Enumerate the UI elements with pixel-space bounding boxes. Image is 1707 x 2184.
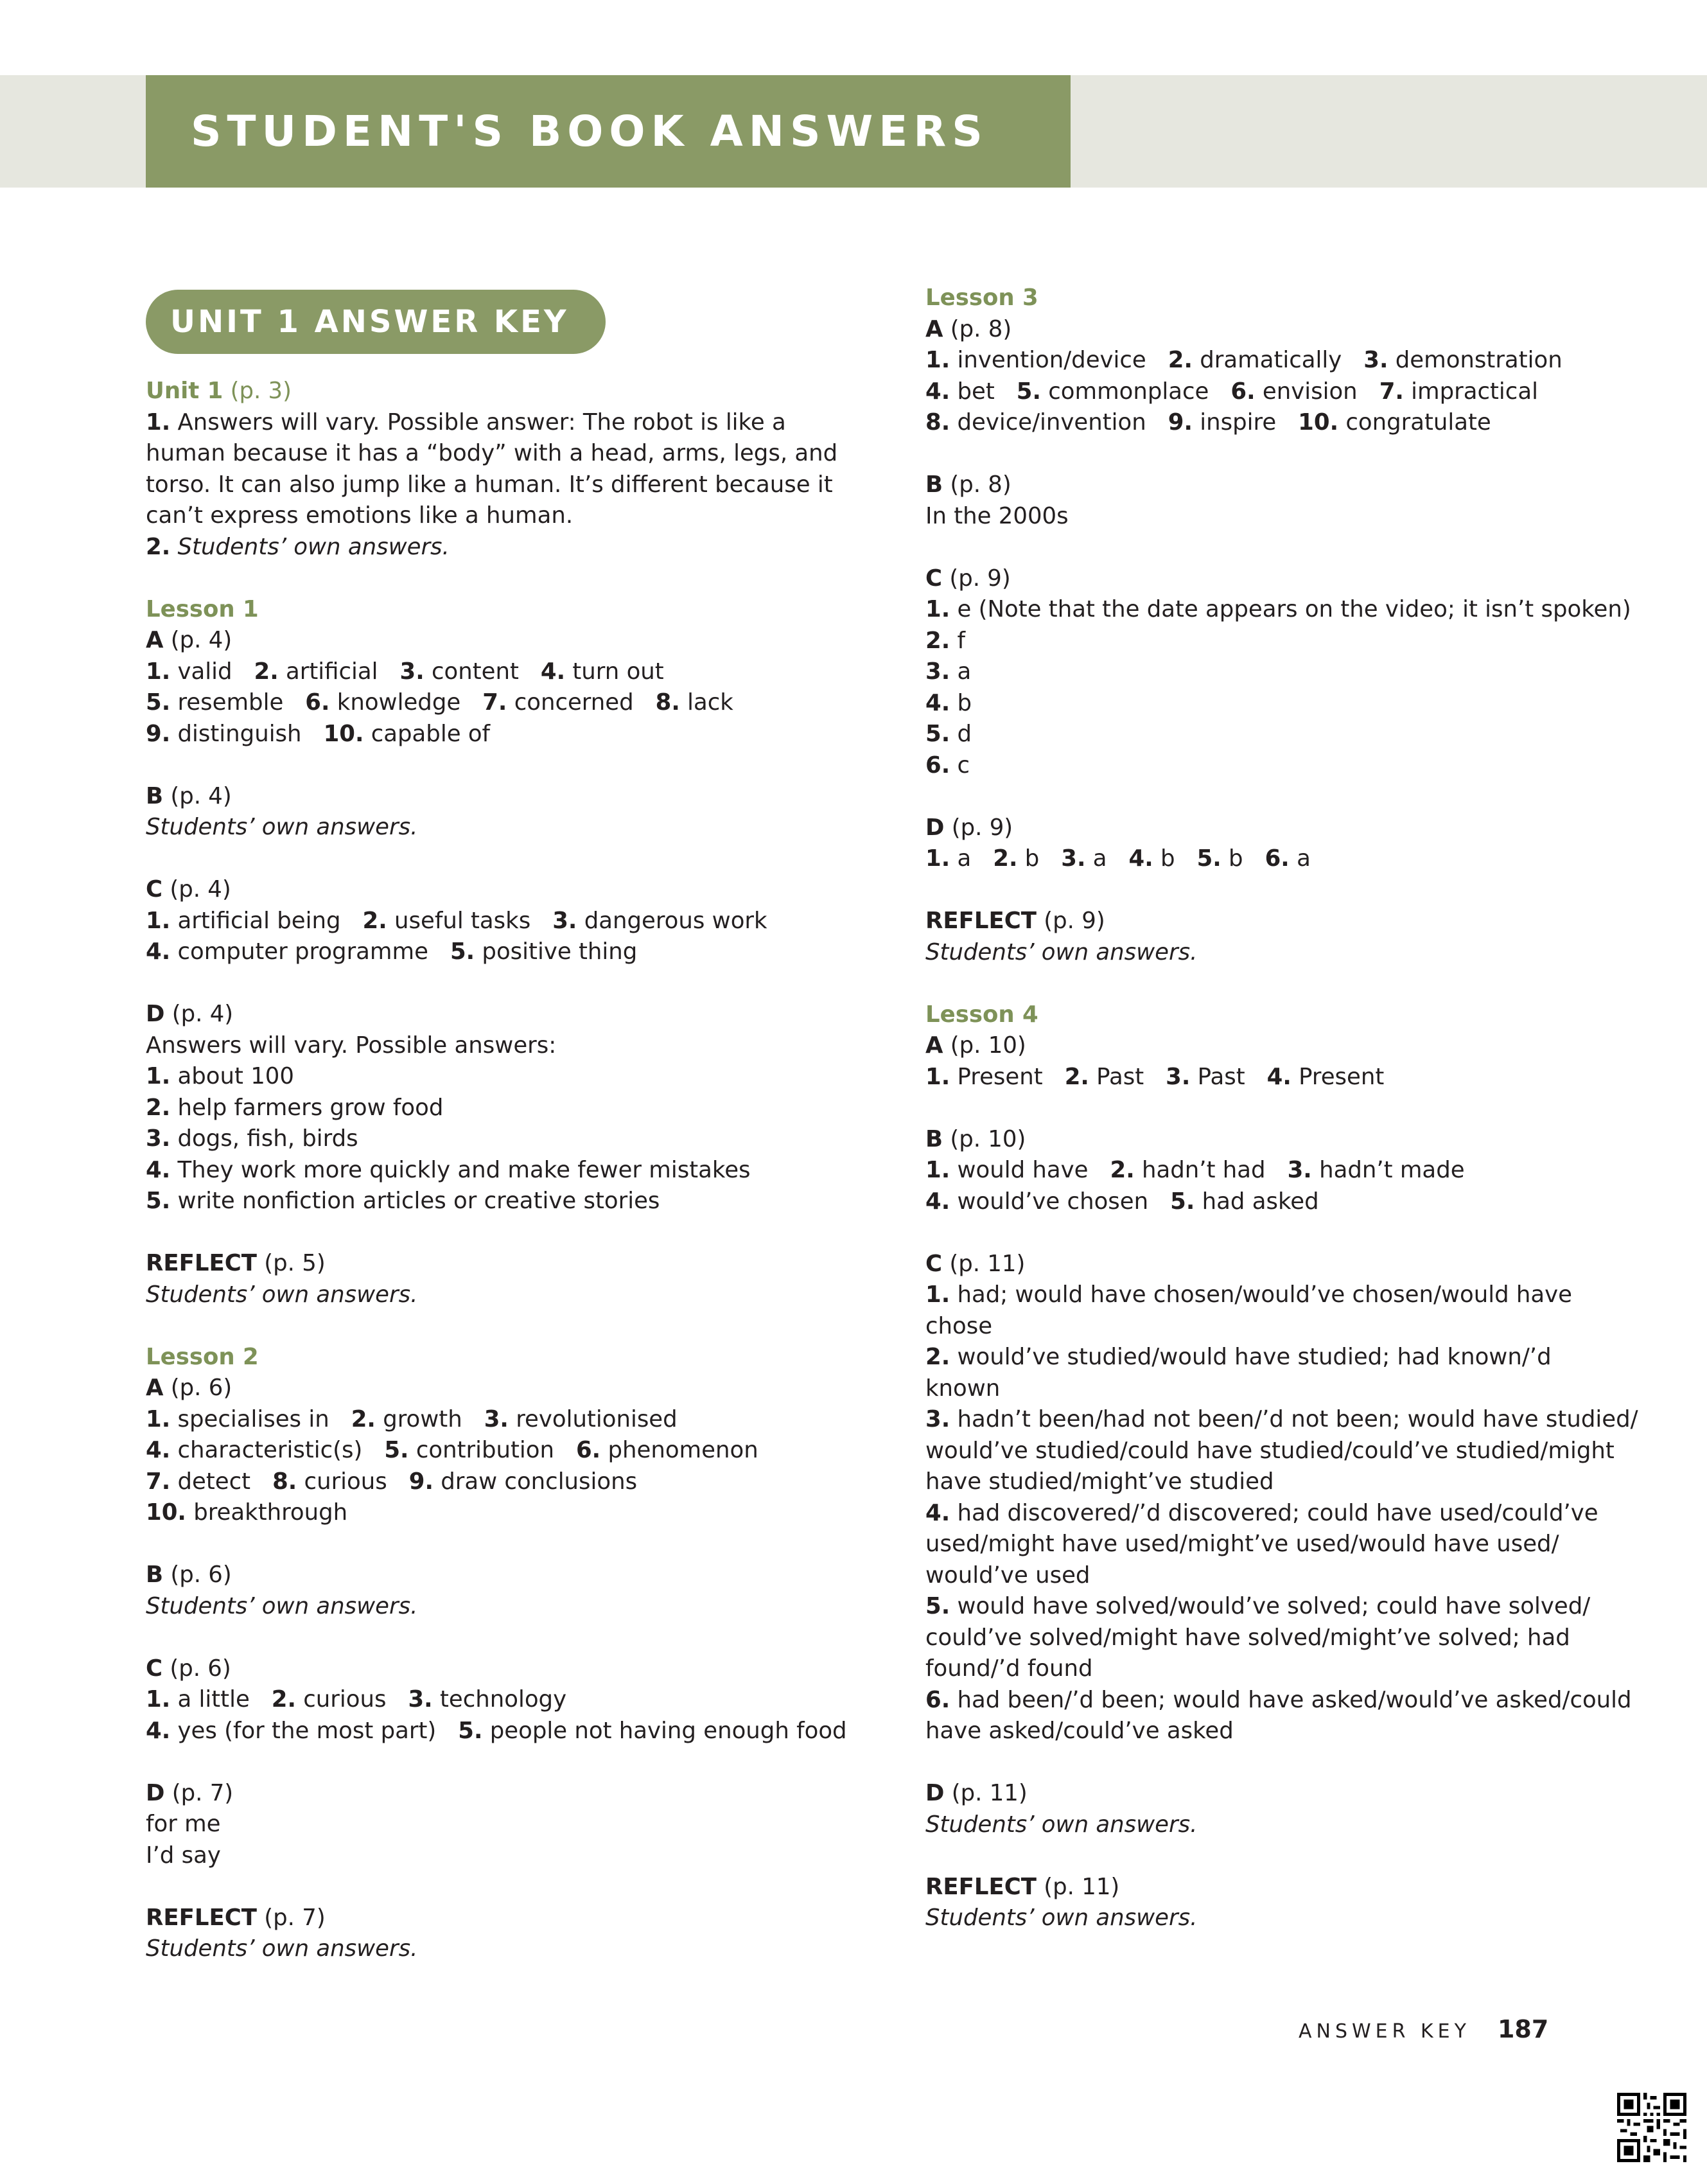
section-heading: Unit 1 (p. 3) — [146, 378, 292, 404]
reflect-label: REFLECT (p. 5) — [146, 1250, 326, 1276]
answer-line: 2. help farmers grow food — [146, 1094, 444, 1121]
exercise-label: C (p. 9) — [925, 565, 1011, 592]
answer-line: could’ve solved/might have solved/might’ve solved; had — [925, 1624, 1570, 1651]
exercise-label: C (p. 4) — [146, 876, 231, 903]
answer-line: 1. had; would have chosen/would’ve chosen/would have — [925, 1281, 1573, 1308]
answer-line: used/might have used/might’ve used/would have used/ — [925, 1531, 1559, 1557]
answer-line: have asked/could’ve asked — [925, 1718, 1234, 1744]
exercise-label: C (p. 6) — [146, 1655, 231, 1682]
answer-line: would’ve studied/could have studied/could’ve studied/might — [925, 1437, 1615, 1464]
left-column — [146, 376, 859, 1965]
qr-code-icon — [1617, 2093, 1686, 2162]
answer-line: known — [925, 1375, 1001, 1402]
answer-line: have studied/might’ve studied — [925, 1468, 1274, 1495]
answer-line: 2. f — [925, 627, 965, 654]
answer-line: Students’ own answers. — [925, 1811, 1198, 1838]
answer-line: human because it has a “body” with a head, arms, legs, and — [146, 440, 838, 466]
lesson-heading: Lesson 3 — [925, 285, 1038, 311]
answer-line: 5. resemble 6. knowledge 7. concerned 8. lack — [146, 689, 733, 716]
exercise-label: A (p. 6) — [146, 1375, 232, 1401]
answer-line: 5. d — [925, 721, 972, 747]
answer-line: Students’ own answers. — [146, 1592, 418, 1619]
page-title: STUDENT'S BOOK ANSWERS — [191, 107, 988, 156]
answer-line: 2. Students’ own answers. — [146, 533, 450, 560]
exercise-label: D (p. 11) — [925, 1780, 1028, 1806]
answer-line: 1. e (Note that the date appears on the video; it isn’t spoken) — [925, 596, 1631, 622]
answer-line: 4. characteristic(s) 5. contribution 6. phenomenon — [146, 1437, 758, 1463]
answer-line: 1. a 2. b 3. a 4. b 5. b 6. a — [925, 845, 1311, 872]
page-number: 187 — [1497, 2015, 1549, 2043]
answer-line: Students’ own answers. — [146, 1281, 418, 1308]
exercise-label: B (p. 6) — [146, 1562, 232, 1588]
unit-pill — [146, 290, 606, 354]
answer-line: Students’ own answers. — [925, 938, 1198, 965]
answer-line: 5. would have solved/would’ve solved; could have solved/ — [925, 1593, 1591, 1619]
answer-line: can’t express emotions like a human. — [146, 502, 573, 529]
answer-line: 7. detect 8. curious 9. draw conclusions — [146, 1468, 638, 1495]
answer-line: 1. invention/device 2. dramatically 3. demonstration — [925, 347, 1563, 373]
answer-line: 1. artificial being 2. useful tasks 3. dangerous work — [146, 907, 767, 934]
answer-line: 1. specialises in 2. growth 3. revolutionised — [146, 1405, 678, 1432]
page-title-box — [146, 75, 1071, 188]
answer-line: 6. c — [925, 752, 970, 779]
lesson-heading: Lesson 4 — [925, 1001, 1038, 1028]
reflect-label: REFLECT (p. 9) — [925, 908, 1105, 934]
answer-line: 4. They work more quickly and make fewer mistakes — [146, 1156, 751, 1183]
answer-line: 1. a little 2. curious 3. technology — [146, 1686, 567, 1713]
answer-line: 4. had discovered/’d discovered; could have used/could’ve — [925, 1499, 1598, 1526]
answer-line: 4. computer programme 5. positive thing — [146, 938, 638, 965]
answer-line: 3. hadn’t been/had not been/’d not been; would have studied/ — [925, 1406, 1638, 1432]
answer-line: Students’ own answers. — [146, 1935, 418, 1962]
right-column — [925, 283, 1651, 1934]
reflect-label: REFLECT (p. 11) — [925, 1873, 1120, 1900]
exercise-label: B (p. 10) — [925, 1125, 1026, 1152]
answer-line: would’ve used — [925, 1562, 1090, 1589]
answer-line: found/’d found — [925, 1655, 1093, 1682]
reflect-label: REFLECT (p. 7) — [146, 1904, 326, 1931]
exercise-label: A (p. 10) — [925, 1032, 1026, 1059]
answer-line: 1. Answers will vary. Possible answer: The robot is like a — [146, 409, 786, 436]
answer-line: Students’ own answers. — [146, 814, 418, 840]
footer-label: ANSWER KEY — [1299, 2020, 1471, 2043]
exercise-label: D (p. 7) — [146, 1779, 234, 1806]
answer-line: 2. would’ve studied/would have studied; had known/’d — [925, 1344, 1552, 1370]
unit-pill-label: UNIT 1 ANSWER KEY — [170, 304, 569, 340]
answer-line: Students’ own answers. — [925, 1905, 1198, 1931]
exercise-label: B (p. 8) — [925, 471, 1011, 498]
answer-line: 4. yes (for the most part) 5. people not having enough food — [146, 1717, 847, 1744]
answer-line: 9. distinguish 10. capable of — [146, 720, 491, 747]
answer-line: 1. valid 2. artificial 3. content 4. turn out — [146, 658, 664, 685]
answer-line: 6. had been/’d been; would have asked/would’ve asked/could — [925, 1686, 1632, 1713]
exercise-label: A (p. 4) — [146, 627, 232, 653]
lesson-heading: Lesson 2 — [146, 1343, 259, 1370]
answer-line: 5. write nonfiction articles or creative stories — [146, 1188, 660, 1214]
answer-line: 4. would’ve chosen 5. had asked — [925, 1188, 1319, 1215]
exercise-label: D (p. 4) — [146, 1001, 234, 1027]
answer-line: 3. a — [925, 658, 972, 685]
answer-line: 8. device/invention 9. inspire 10. congratulate — [925, 409, 1491, 436]
answer-line: 1. about 100 — [146, 1063, 294, 1089]
answer-line: Answers will vary. Possible answers: — [146, 1032, 557, 1059]
answer-line: 1. would have 2. hadn’t had 3. hadn’t made — [925, 1157, 1465, 1183]
answer-line: 4. b — [925, 689, 972, 716]
exercise-label: B (p. 4) — [146, 782, 232, 809]
exercise-label: D (p. 9) — [925, 814, 1013, 841]
answer-line: 1. Present 2. Past 3. Past 4. Present — [925, 1063, 1385, 1090]
answer-line: 10. breakthrough — [146, 1499, 348, 1526]
answer-line: 4. bet 5. commonplace 6. envision 7. impractical — [925, 378, 1538, 405]
answer-line: for me — [146, 1811, 221, 1837]
exercise-label: C (p. 11) — [925, 1250, 1026, 1277]
answer-line: torso. It can also jump like a human. It’s different because it — [146, 471, 833, 498]
answer-line: I’d say — [146, 1842, 221, 1869]
page-footer — [1299, 2015, 1548, 2043]
answer-line: In the 2000s — [925, 502, 1069, 529]
exercise-label: A (p. 8) — [925, 315, 1012, 342]
lesson-heading: Lesson 1 — [146, 595, 259, 622]
answer-line: 3. dogs, fish, birds — [146, 1125, 358, 1152]
answer-line: chose — [925, 1312, 993, 1339]
